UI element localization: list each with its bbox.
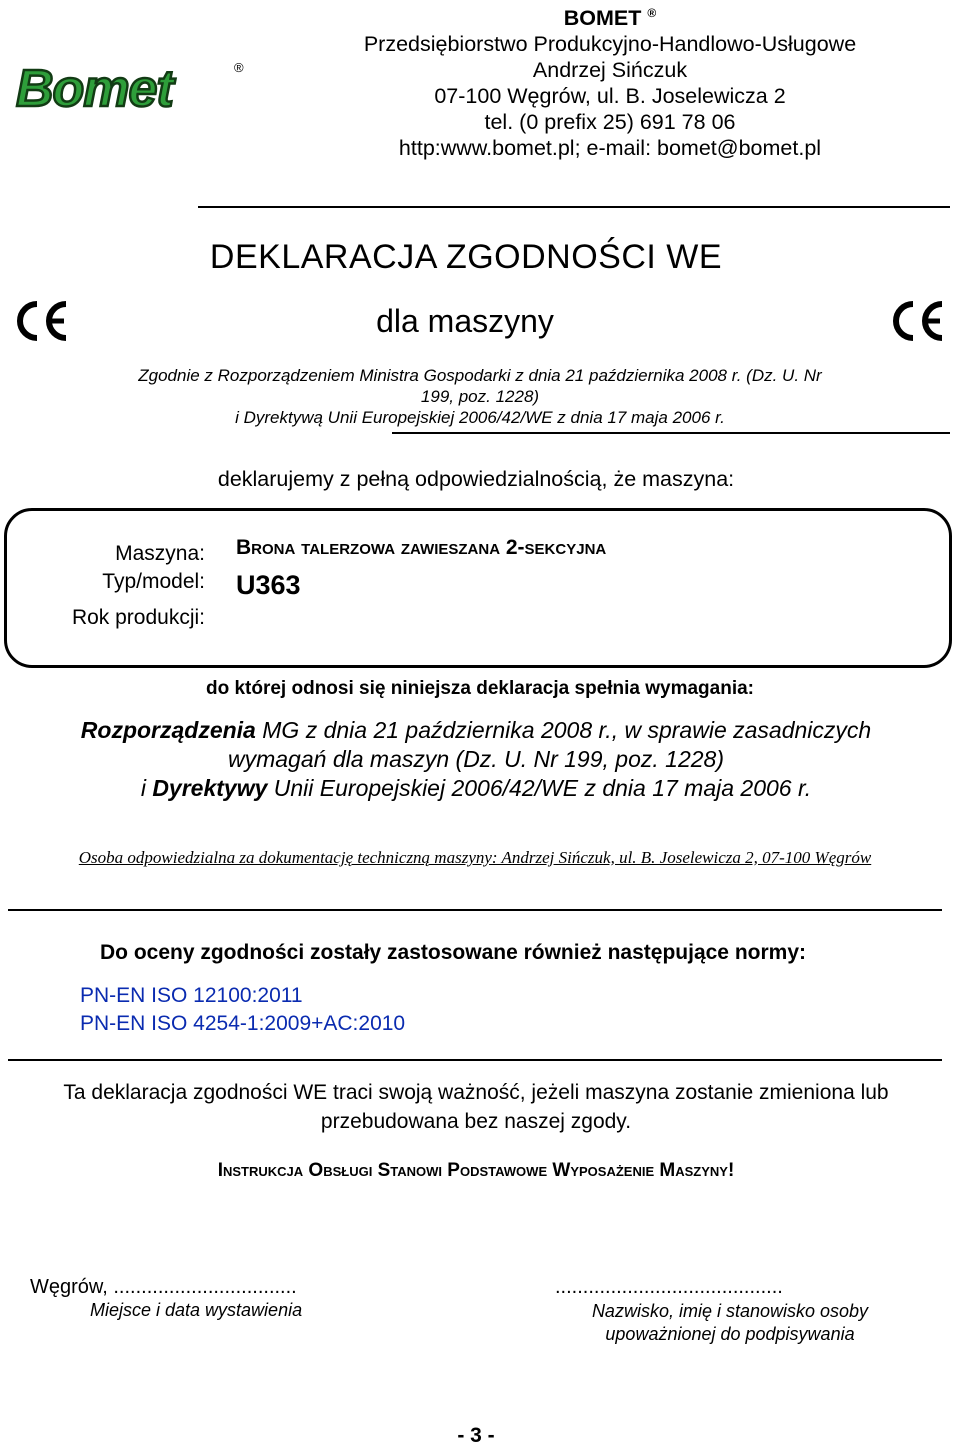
- requirements-heading: do której odnosi się niniejsza deklaracja spełnia wymagania:: [205, 678, 755, 699]
- document-subtitle: dla maszyny: [376, 303, 554, 339]
- company-phone: tel. (0 prefix 25) 691 78 06: [484, 110, 736, 135]
- section-divider: [8, 1059, 942, 1061]
- document-title: DEKLARACJA ZGODNOŚCI WE: [209, 238, 723, 276]
- logo-reg-mark: ®: [234, 60, 244, 75]
- year-label: Rok produkcji:: [71, 606, 205, 629]
- company-address: 07-100 Węgrów, ul. B. Joselewicza 2: [434, 84, 786, 109]
- standards-heading: Do oceny zgodności zostały zastosowane również następujące normy:: [100, 941, 806, 964]
- instruction-notice: Instrukcja Obsługi Stanowi Podstawowe Wyposażenie Maszyny!: [217, 1160, 735, 1181]
- logo-text: Bomet: [16, 60, 173, 114]
- regulation-reference: Zgodnie z Rozporządzeniem Ministra Gospodarki z dnia 21 października 2008 r. (Dz. U. Nr 199, poz. 1228) i Dyrektywą Unii Europejskiej 2006/42/WE z dnia 17 maja 2006 r.: [138, 366, 822, 427]
- place-date-caption: Miejsce i data wystawienia: [90, 1300, 303, 1320]
- machine-name: Brona talerzowa zawieszana 2-sekcyjna: [236, 536, 607, 559]
- regulation-divider: [392, 432, 950, 434]
- declaration-statement: deklarujemy z pełną odpowiedzialnością, że maszyna:: [217, 467, 735, 491]
- header-divider: [198, 206, 950, 208]
- company-web-email: http:www.bomet.pl; e-mail: bomet@bomet.pl: [398, 136, 822, 161]
- ce-mark-icon: [886, 298, 948, 344]
- registered-mark: ®: [647, 6, 657, 20]
- requirements-text: Rozporządzenia MG z dnia 21 października 2008 r., w sprawie zasadniczych wymagań dla maszyn (Dz. U. Nr 199, poz. 1228) i Dyrektywy Unii Europejskiej 2006/42/WE z dnia 17 maja 2006 r.: [80, 717, 872, 801]
- signer-caption: Nazwisko, imię i stanowisko osoby upoważnionej do podpisywania: [591, 1301, 869, 1344]
- signer-field: .........................................: [555, 1276, 783, 1298]
- company-fullname: Przedsiębiorstwo Produkcyjno-Handlowo-Usługowe: [363, 32, 857, 57]
- model-label: Typ/model:: [102, 570, 205, 593]
- machine-model: U363: [236, 570, 301, 600]
- place-date-field: Węgrów, .................................: [30, 1276, 297, 1298]
- standard-item: PN-EN ISO 12100:2011: [80, 984, 303, 1007]
- section-divider: [8, 909, 942, 911]
- company-block: [310, 0, 910, 161]
- bomet-logo: [12, 58, 247, 114]
- page-number: - 3 -: [457, 1424, 495, 1447]
- machine-label: Maszyna:: [115, 542, 205, 565]
- responsible-person: Osoba odpowiedzialna za dokumentację techniczną maszyny: Andrzej Sińczuk, ul. B. Joselewicza 2, 07-100 Węgrów: [78, 848, 872, 867]
- validity-notice: Ta deklaracja zgodności WE traci swoją ważność, jeżeli maszyna zostanie zmieniona lub przebudowana bez naszej zgody.: [63, 1081, 889, 1133]
- company-name: BOMET ®: [563, 6, 657, 31]
- company-owner: Andrzej Sińczuk: [532, 58, 688, 83]
- standard-item: PN-EN ISO 4254-1:2009+AC:2010: [80, 1012, 406, 1035]
